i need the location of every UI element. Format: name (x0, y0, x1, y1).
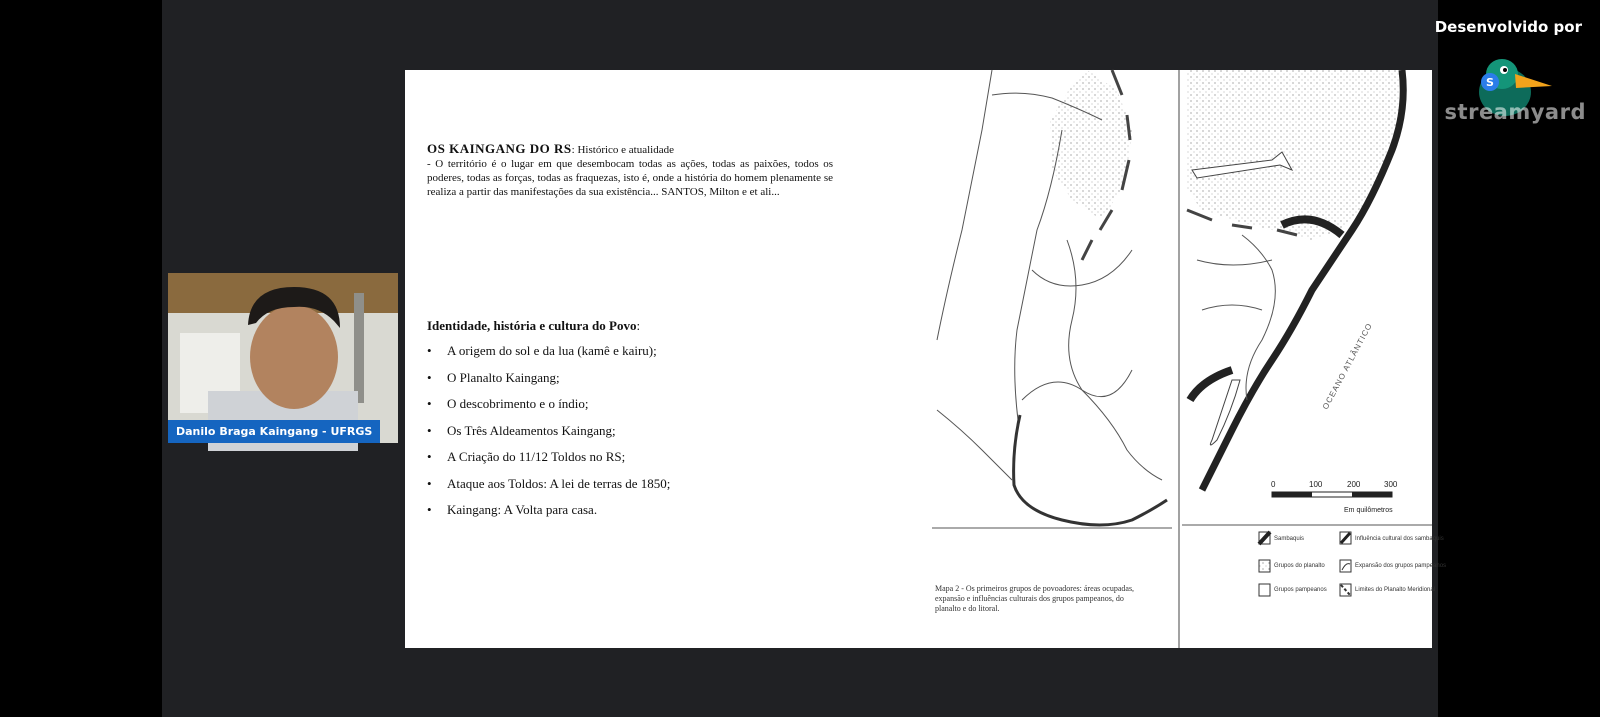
legend-label: Grupos pampeanos (1274, 587, 1327, 593)
legend-label: Grupos do planalto (1274, 563, 1325, 569)
curved-arrow-box-icon (1340, 560, 1351, 572)
legend-label: Sambaquis (1274, 536, 1305, 542)
topic-list (427, 338, 670, 524)
dotted-box-icon (1259, 560, 1270, 572)
scale-tick: 100 (1309, 480, 1323, 489)
list-title: Identidade, história e cultura do Povo: (427, 318, 641, 333)
slide-heading: OS KAINGANG DO RS (427, 141, 572, 156)
legend-label: Limites do Planalto Meridional (1355, 587, 1436, 593)
participant-name-label: Danilo Braga Kaingang - UFRGS (168, 420, 380, 443)
scale-unit: Em quilômetros (1344, 507, 1393, 514)
scale-tick: 200 (1347, 480, 1361, 489)
svg-text:S: S (1486, 76, 1494, 89)
participant-video-tile[interactable] (168, 273, 398, 443)
list-item: • O descobrimento e o índio; (427, 391, 670, 418)
slide-intro-text (427, 142, 833, 199)
list-item: • Os Três Aldeamentos Kaingang; (427, 418, 670, 445)
scale-tick: 300 (1384, 480, 1398, 489)
participant-video-image (168, 273, 398, 443)
list-item: • Kaingang: A Volta para casa. (427, 497, 670, 524)
brand-wordmark: streamyard (1444, 100, 1586, 124)
map-caption: Mapa 2 - Os primeiros grupos de povoadores: áreas ocupadas, expansão e influências culturais dos grupos pampeanos, do planalto e do litoral. (935, 584, 1135, 613)
presentation-slide (405, 70, 1447, 648)
brand-text: Desenvolvido por (1434, 18, 1582, 36)
ocean-label: OCEANO ATLÂNTICO (1320, 321, 1375, 411)
list-item: • Ataque aos Toldos: A lei de terras de 1850; (427, 471, 670, 498)
empty-box-icon (1259, 584, 1270, 596)
list-item: • A origem do sol e da lua (kamê e kairu); (427, 338, 670, 365)
scale-tick: 0 (1271, 480, 1276, 489)
slide-quote: - O território é o lugar em que desembocam todas as ações, todas as paixões, todos os poderes, todas as forças, todas as fraquezas, isto é, onde a história do homem plenamente se realiza a partir das manifestações da sua existência... SANTOS, Milton e et ali... (427, 158, 833, 198)
legend-label: Influência cultural dos sambaquis (1355, 536, 1444, 542)
historical-map (932, 70, 1447, 648)
list-item: • O Planalto Kaingang; (427, 365, 670, 392)
slide-subtitle: : Histórico e atualidade (571, 144, 674, 156)
list-item: • A Criação do 11/12 Toldos no RS; (427, 444, 670, 471)
legend-label: Expansão dos grupos pampeanos (1355, 563, 1447, 569)
